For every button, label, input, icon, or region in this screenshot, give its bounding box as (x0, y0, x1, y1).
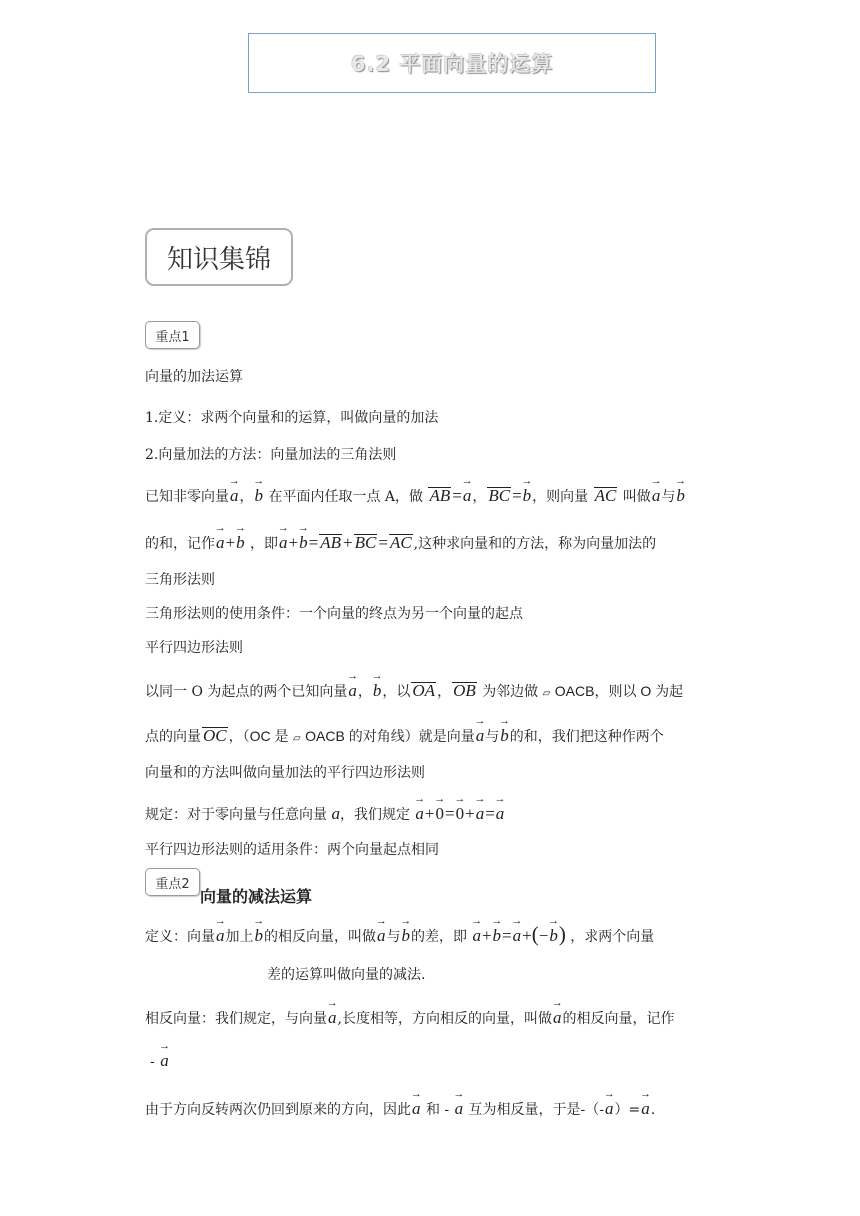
equals: = (502, 926, 512, 945)
text: ,长度相等，方向相反的向量，叫做 (337, 1011, 552, 1027)
text: 叫做 (622, 489, 651, 505)
text: 加上 (225, 929, 254, 945)
text: 与 (661, 489, 676, 505)
vector-a: → a (641, 1095, 650, 1119)
parallelogram-sign: ▱ (542, 688, 551, 699)
minus-sign: - (150, 1054, 155, 1070)
parallelogram-line-2 (145, 722, 664, 746)
vector-OA: OA (412, 681, 436, 700)
text: ，（OC 是 (228, 728, 289, 744)
text: OACB，则以 O 为起 (554, 683, 684, 699)
plus: + (424, 804, 435, 823)
key-point-tag-1: 重点1 (145, 321, 200, 349)
vector-a: → a (415, 800, 424, 824)
vector-b: → b (549, 922, 558, 946)
text: OACB 的对角线）就是向量 (305, 728, 475, 744)
triangle-rule-condition: 三角形法则的使用条件：一个向量的终点为另一个向量的起点 (145, 606, 523, 622)
subtraction-definition-line-1 (145, 922, 654, 947)
vector-a: → a (377, 922, 386, 946)
vector-a: → a (476, 800, 485, 824)
subtraction-heading: 向量的减法运算 (200, 887, 313, 906)
text: 定义：向量 (145, 929, 215, 945)
addition-heading: 向量的加法运算 (145, 369, 243, 385)
vector-BC: BC (354, 533, 377, 552)
vector-b: → b (255, 482, 264, 506)
plus: + (225, 533, 236, 552)
title-box (248, 33, 656, 93)
parallelogram-line-3: 向量和的方法叫做向量加法的平行四边形法则 (145, 765, 425, 781)
vector-b: → b (493, 922, 502, 946)
plus: + (481, 926, 492, 945)
equals: = (308, 533, 319, 552)
key-point-tag-2: 重点2 (145, 868, 200, 896)
vector-b: → b (676, 482, 685, 506)
plus: + (343, 533, 353, 552)
text: ）= (614, 1102, 641, 1118)
vector-a: → a (472, 922, 481, 946)
vector-a: → a (279, 529, 288, 553)
text: 已知非零向量 (145, 489, 229, 505)
vector-AC: AC (389, 533, 412, 552)
equals: = (445, 804, 455, 823)
vector-a: → a (230, 482, 239, 506)
comma: ， (437, 684, 452, 700)
equals: = (512, 486, 522, 505)
addition-method: 2.向量加法的方法：向量加法的三角法则 (145, 447, 397, 463)
text: 的和，我们把这种作两个 (509, 729, 664, 745)
vector-a: → a (412, 1095, 421, 1119)
equals: = (452, 486, 462, 505)
parallelogram-line-1 (145, 677, 683, 701)
parallelogram-heading: 平行四边形法则 (145, 640, 243, 656)
vector-AB: AB (429, 486, 451, 505)
triangle-rule-line-3: 三角形法则 (145, 572, 215, 588)
vector-a: → a (160, 1047, 169, 1071)
comma: ， (357, 684, 372, 700)
subtraction-definition-line-2: 差的运算叫做向量的减法. (267, 967, 426, 983)
vector-a: → a (513, 922, 522, 946)
text: 互为相反量，于是-（- (468, 1102, 605, 1118)
text: ，则向量 (532, 489, 589, 505)
vector-OB: OB (453, 681, 476, 700)
opposite-vector-line-1 (145, 1004, 674, 1028)
double-negation-line (145, 1095, 655, 1119)
vector-a: → a (328, 1004, 337, 1028)
vector-a: → a (476, 722, 485, 746)
vector-AB: AB (320, 533, 342, 552)
triangle-rule-line-2 (145, 529, 656, 553)
vector-b: → b (500, 722, 509, 746)
page-title: 6.2 平面向量的运算 (350, 52, 554, 76)
parallelogram-condition: 平行四边形法则的适用条件：两个向量起点相同 (145, 842, 439, 858)
parallelogram-sign: ▱ (292, 733, 301, 744)
vector-a: → a (652, 482, 661, 506)
text: ，以 (382, 684, 411, 700)
vector-b: → b (299, 529, 308, 553)
text: 由于方向反转两次仍回到原来的方向，因此 (145, 1102, 411, 1118)
vector-BC: BC (488, 486, 511, 505)
text: 的相反向量，叫做 (264, 929, 376, 945)
text: ，我们规定 (339, 807, 410, 823)
vector-a: → a (605, 1095, 614, 1119)
text: 为邻边做 (482, 684, 539, 700)
text: 在平面内任取一点 A，做 (268, 489, 424, 505)
text: 规定：对于零向量与任意向量 (145, 807, 327, 823)
text: 的和，记作 (145, 536, 215, 552)
text: 以同一 O 为起点的两个已知向量 (145, 684, 348, 700)
paren: ) (558, 922, 566, 946)
text: 相反向量：我们规定，与向量 (145, 1011, 327, 1027)
vector-b: → b (373, 677, 382, 701)
vector-OC: OC (203, 726, 227, 745)
text: 点的向量 (145, 729, 201, 745)
vector-a: → a (496, 800, 505, 824)
plus: + (465, 804, 475, 823)
vector-b: → b (402, 922, 411, 946)
zero-vector: → 0 (436, 800, 445, 824)
comma: ， (239, 489, 254, 505)
plus: + (288, 533, 299, 552)
text: ,这种求向量和的方法，称为向量加法的 (413, 536, 657, 552)
minus: − (538, 926, 549, 945)
paren: ( (531, 922, 539, 946)
vector-a: → a (463, 482, 472, 506)
equals: = (378, 533, 388, 552)
text: 和 - (425, 1102, 450, 1118)
comma: ， (472, 489, 487, 505)
addition-definition: 1.定义：求两个向量和的运算，叫做向量的加法 (145, 410, 439, 426)
text: 的相反向量，记作 (562, 1011, 675, 1027)
text: 与 (386, 929, 401, 945)
text: 与 (485, 729, 500, 745)
vector-a: → a (553, 1004, 562, 1028)
section-heading: 知识集锦 (145, 228, 293, 286)
vector-b: → b (236, 529, 245, 553)
vector-b: → b (255, 922, 264, 946)
triangle-rule-line-1 (145, 482, 686, 506)
vector-a: → a (216, 529, 225, 553)
text: . (650, 1102, 656, 1118)
text: ，即 (250, 536, 279, 552)
zero-vector: → 0 (456, 800, 465, 824)
opposite-vector-notation (150, 1047, 170, 1071)
scalar-a: a (331, 804, 340, 823)
vector-a: → a (348, 677, 357, 701)
vector-AC: AC (594, 486, 617, 505)
equals: = (485, 804, 495, 823)
plus: + (522, 926, 532, 945)
vector-a: → a (455, 1095, 464, 1119)
vector-a: → a (216, 922, 225, 946)
vector-b: → b (523, 482, 532, 506)
text: 的差，即 (411, 929, 467, 945)
text: ，求两个向量 (570, 929, 655, 945)
zero-vector-rule (145, 800, 505, 824)
